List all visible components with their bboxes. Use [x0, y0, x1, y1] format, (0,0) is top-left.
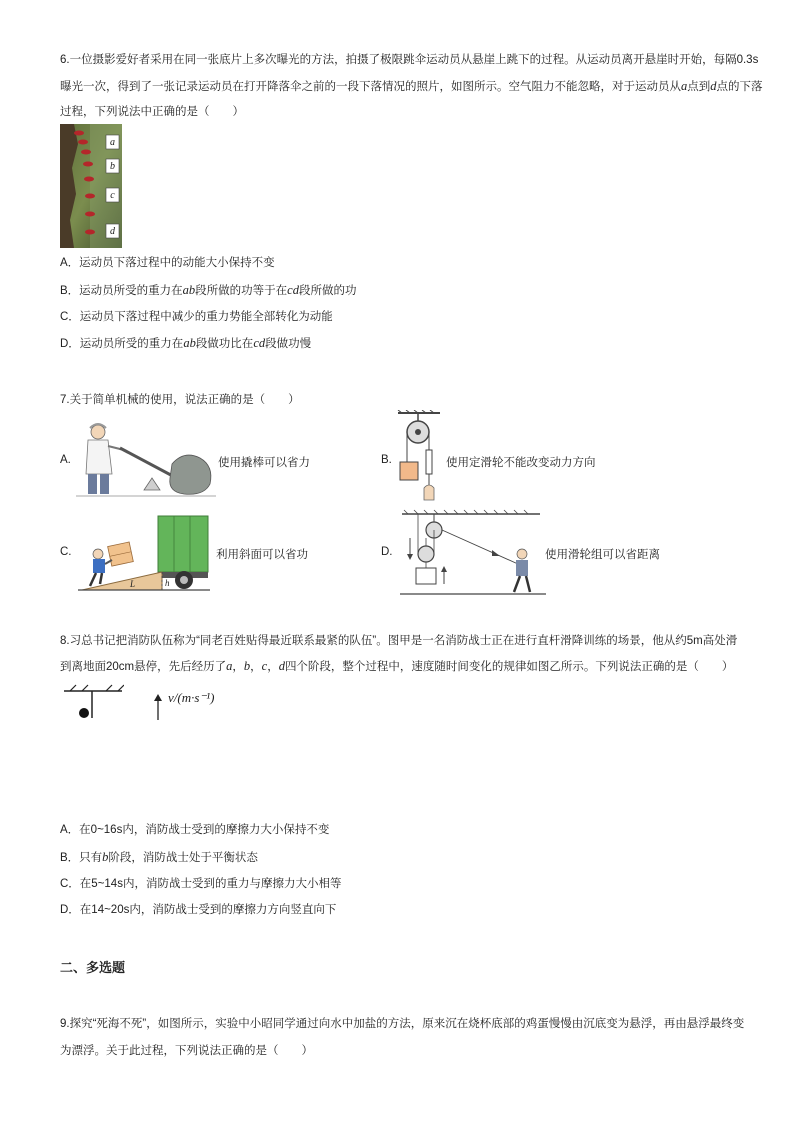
q6-option-c[interactable]: C．运动员下落过程中减少的重力势能全部转化为动能 [60, 311, 333, 323]
skydiver-photo [60, 124, 122, 248]
q8-stem-line1: 8.习总书记把消防队伍称为“同老百姓贴得最近联系最紧的队伍”。图甲是一名消防战士正在进行直杆滑降训练的场景，他从约5m高处滑 [60, 635, 738, 647]
q7-option-b-text[interactable]: 使用定滑轮不能改变动力方向 [446, 457, 596, 469]
q7-option-d-letter[interactable]: D. [381, 546, 393, 558]
section-heading-multi-choice: 二、多选题 [60, 961, 126, 976]
q7-option-a-letter[interactable]: A. [60, 454, 71, 466]
velocity-axis-arrow [154, 694, 162, 720]
q8-option-c[interactable]: C．在5~14s内，消防战士受到的重力与摩擦力大小相等 [60, 878, 342, 890]
q7-option-c-text[interactable]: 利用斜面可以省功 [216, 549, 308, 561]
photo-label-d: d [110, 226, 115, 237]
q8-option-d[interactable]: D．在14~20s内，消防战士受到的摩擦力方向竖直向下 [60, 904, 337, 916]
q7-option-d-text[interactable]: 使用滑轮组可以省距离 [545, 549, 660, 561]
pole-figure-jia [62, 684, 124, 718]
q6-option-a[interactable]: A．运动员下落过程中的动能大小保持不变 [60, 257, 275, 269]
q6-stem-line2: 曝光一次，得到了一张记录运动员在打开降落伞之前的一段下落情况的照片，如图所示。空气阻力不能忽略，对于运动员从a点到d点的下落 [60, 79, 763, 93]
q9-stem-line1: 9.探究“死海不死”，如图所示，实验中小昭同学通过向水中加盐的方法，原来沉在烧杯底部的鸡蛋慢慢由沉底变为悬浮，再由悬浮最终变 [60, 1018, 745, 1030]
q7-option-a-text[interactable]: 使用撬棒可以省力 [218, 457, 310, 469]
velocity-axis-label: v/(m·s⁻¹) [168, 690, 215, 705]
q6-option-b[interactable]: B．运动员所受的重力在ab段所做的功等于在cd段所做的功 [60, 283, 357, 297]
q7-option-c-letter[interactable]: C. [60, 546, 72, 558]
crowbar-figure [76, 420, 216, 500]
q6-option-d[interactable]: D．运动员所受的重力在ab段做功比在cd段做功慢 [60, 336, 312, 350]
fixed-pulley-figure [396, 410, 442, 506]
q7-option-b-letter[interactable]: B. [381, 454, 392, 466]
photo-label-b: b [110, 161, 115, 172]
incline-figure [78, 514, 212, 596]
q6-stem-line1: 6.一位摄影爱好者采用在同一张底片上多次曝光的方法，拍摄了极限跳伞运动员从悬崖上跳下的过程。从运动员离开悬崖时开始，每隔0.3s [60, 54, 759, 66]
incline-h-label: h [165, 578, 170, 588]
q8-option-a[interactable]: A．在0~16s内，消防战士受到的摩擦力大小保持不变 [60, 824, 330, 836]
q8-stem-line2: 到离地面20cm悬停，先后经历了a，b，c，d四个阶段，整个过程中，速度随时间变化的规律如图乙所示。下列说法正确的是（ ） [60, 659, 734, 673]
photo-label-c: c [110, 190, 115, 201]
q8-option-b[interactable]: B．只有b阶段，消防战士处于平衡状态 [60, 850, 258, 864]
q9-stem-line2: 为漂浮。关于此过程，下列说法正确的是（ ） [60, 1045, 313, 1057]
q6-stem-line3: 过程，下列说法中正确的是（ ） [60, 106, 244, 118]
incline-l-label: L [130, 579, 136, 589]
q7-stem: 7.关于简单机械的使用，说法正确的是（ ） [60, 394, 300, 406]
pulley-block-figure [400, 508, 546, 600]
photo-label-a: a [110, 137, 115, 148]
